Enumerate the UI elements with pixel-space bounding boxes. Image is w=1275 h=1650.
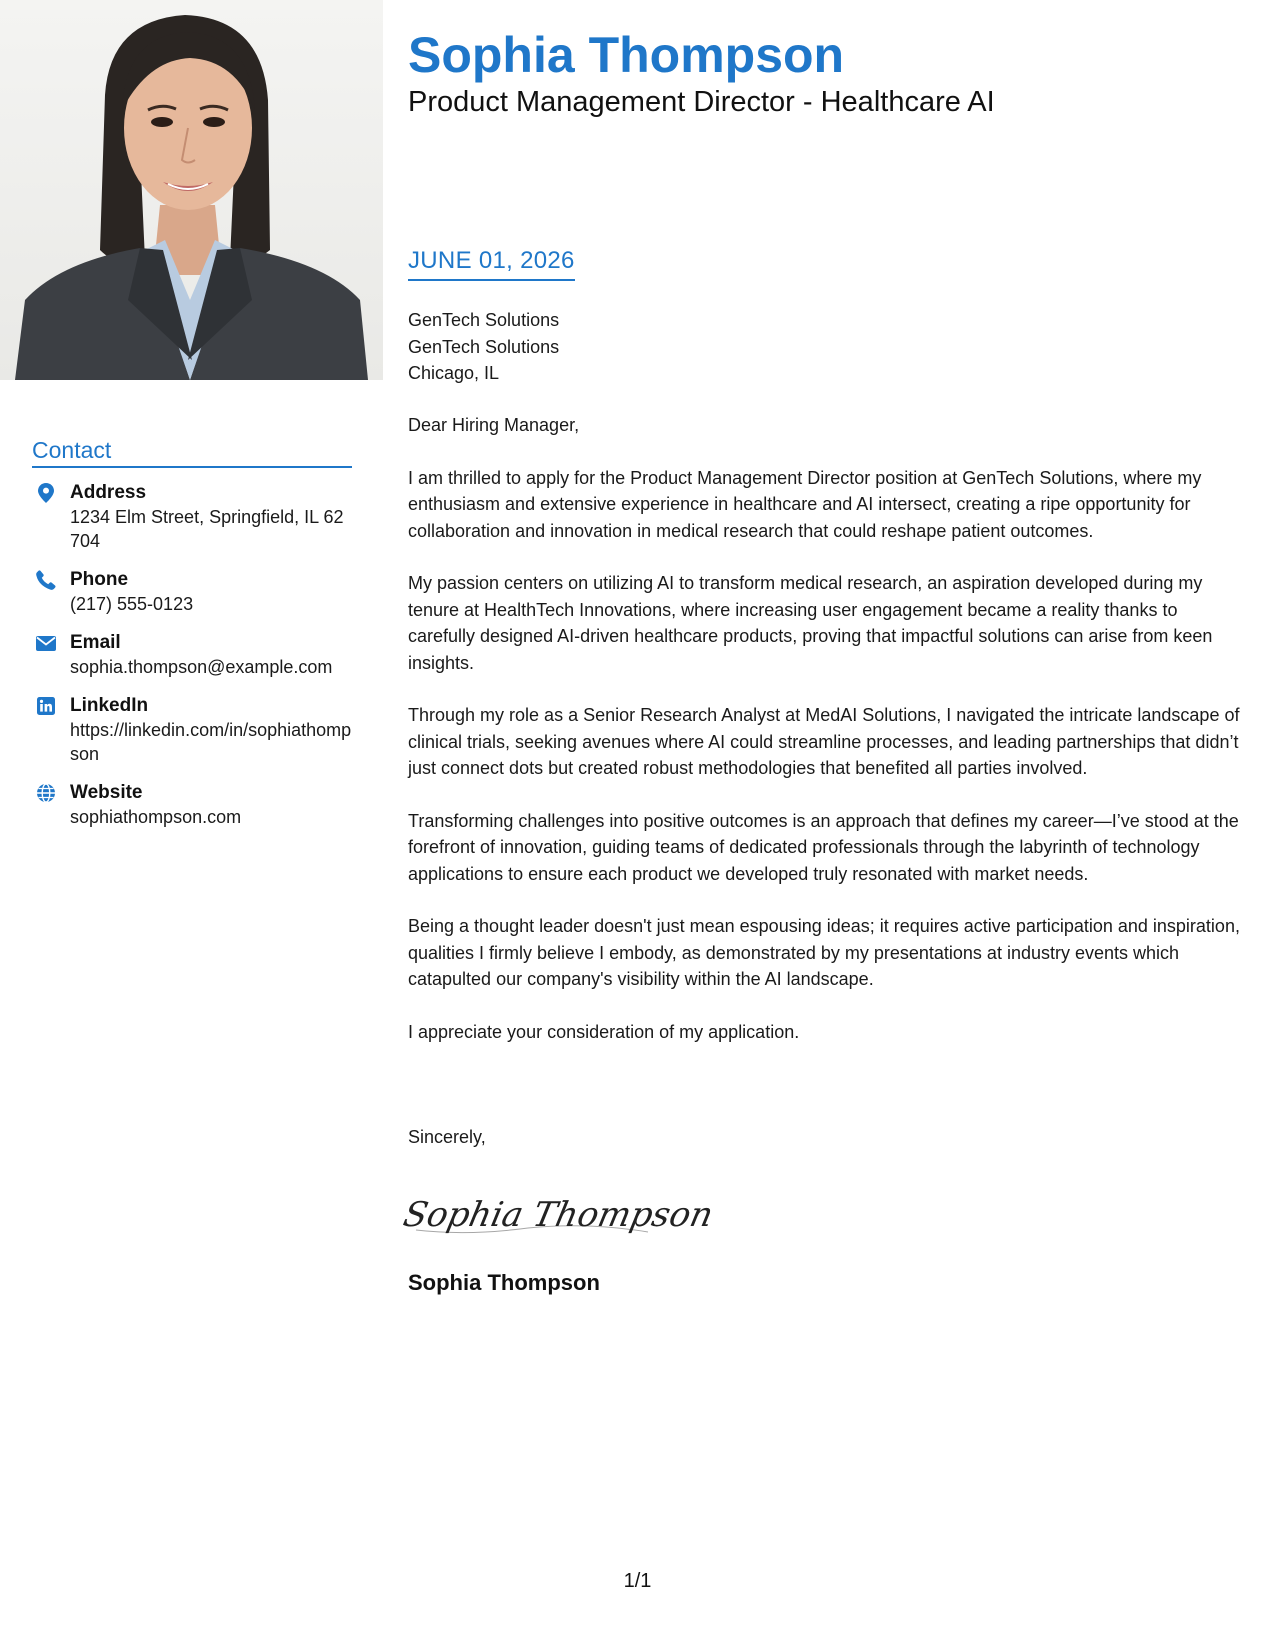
phone-label: Phone [70,569,129,590]
applicant-role: Product Management Director - Healthcare AI [408,86,995,118]
letter-paragraph: Through my role as a Senior Research Analyst at MedAI Solutions, I navigated the intricate landscape of clinical trials, seeking avenues where AI could streamline processes, and leading partnerships that didn’t just connect dots but created robust methodologies that benefited all parties involved. [408,705,1240,778]
globe-icon [35,782,57,804]
email-value[interactable]: sophia.thompson@example.com [70,657,333,677]
map-pin-icon [35,482,57,504]
contact-linkedin [32,693,352,766]
salutation: Dear Hiring Manager, [408,415,580,435]
contact-address [32,480,352,553]
phone-icon [35,569,57,591]
website-value[interactable]: sophiathompson.com [70,807,242,827]
envelope-icon [35,632,57,654]
phone-value[interactable]: (217) 555-0123 [70,594,194,614]
letter-date: JUNE 01, 2026 [408,247,575,281]
letter-paragraph: Being a thought leader doesn't just mean espousing ideas; it requires active participation and inspiration, qualities I firmly believe I embody, as demonstrated by my presentations at industry events which catapulted our company's visibility within the AI landscape. [408,916,1240,989]
recipient-block [408,307,559,387]
letter-paragraph: I appreciate your consideration of my application. [408,1021,800,1042]
linkedin-label: LinkedIn [70,695,149,716]
contact-website [32,780,352,829]
website-label: Website [70,782,143,803]
recipient-line: GenTech Solutions [408,336,560,357]
closing: Sincerely, [408,1127,486,1147]
contact-title: Contact [32,437,352,468]
contact-email [32,630,352,679]
linkedin-value[interactable]: https://linkedin.com/in/sophiathompson [70,720,352,764]
letter-paragraph: I am thrilled to apply for the Product Management Director position at GenTech Solutions, where my enthusiasm and extensive experience in healthcare and AI intersect, creating a ripe opportunity for collaboration and innovation in medical research that could reshape patient outcomes. [408,467,1202,541]
address-value: 1234 Elm Street, Springfield, IL 62704 [70,507,344,551]
handwritten-signature [399,1178,717,1253]
portrait-photo [0,0,383,380]
email-label: Email [70,632,121,653]
address-label: Address [70,482,147,503]
contact-section [32,437,352,843]
linkedin-icon [35,695,57,717]
letter-body [408,412,1248,1071]
signed-name: Sophia Thompson [408,1270,600,1295]
contact-phone [32,567,352,616]
svg-text:Sophia Thompson: Sophia Thompson [399,1195,717,1235]
page-number: 1/1 [623,1570,652,1592]
letter-paragraph: Transforming challenges into positive outcomes is an approach that defines my career—I’ve stood at the forefront of innovation, guiding teams of dedicated professionals through the labyrinth of technology applications to ensure each product we developed truly resonated with market needs. [408,810,1239,884]
recipient-line: Chicago, IL [408,363,500,383]
profile-photo [0,0,383,380]
recipient-line: GenTech Solutions [408,310,560,330]
applicant-name: Sophia Thompson [408,27,845,83]
letter-paragraph: My passion centers on utilizing AI to transform medical research, an aspiration developed during my tenure at HealthTech Innovations, where increasing user engagement became a reality thanks to carefully designed AI-driven healthcare products, proving that impactful solutions can arise from keen insights. [408,573,1213,673]
